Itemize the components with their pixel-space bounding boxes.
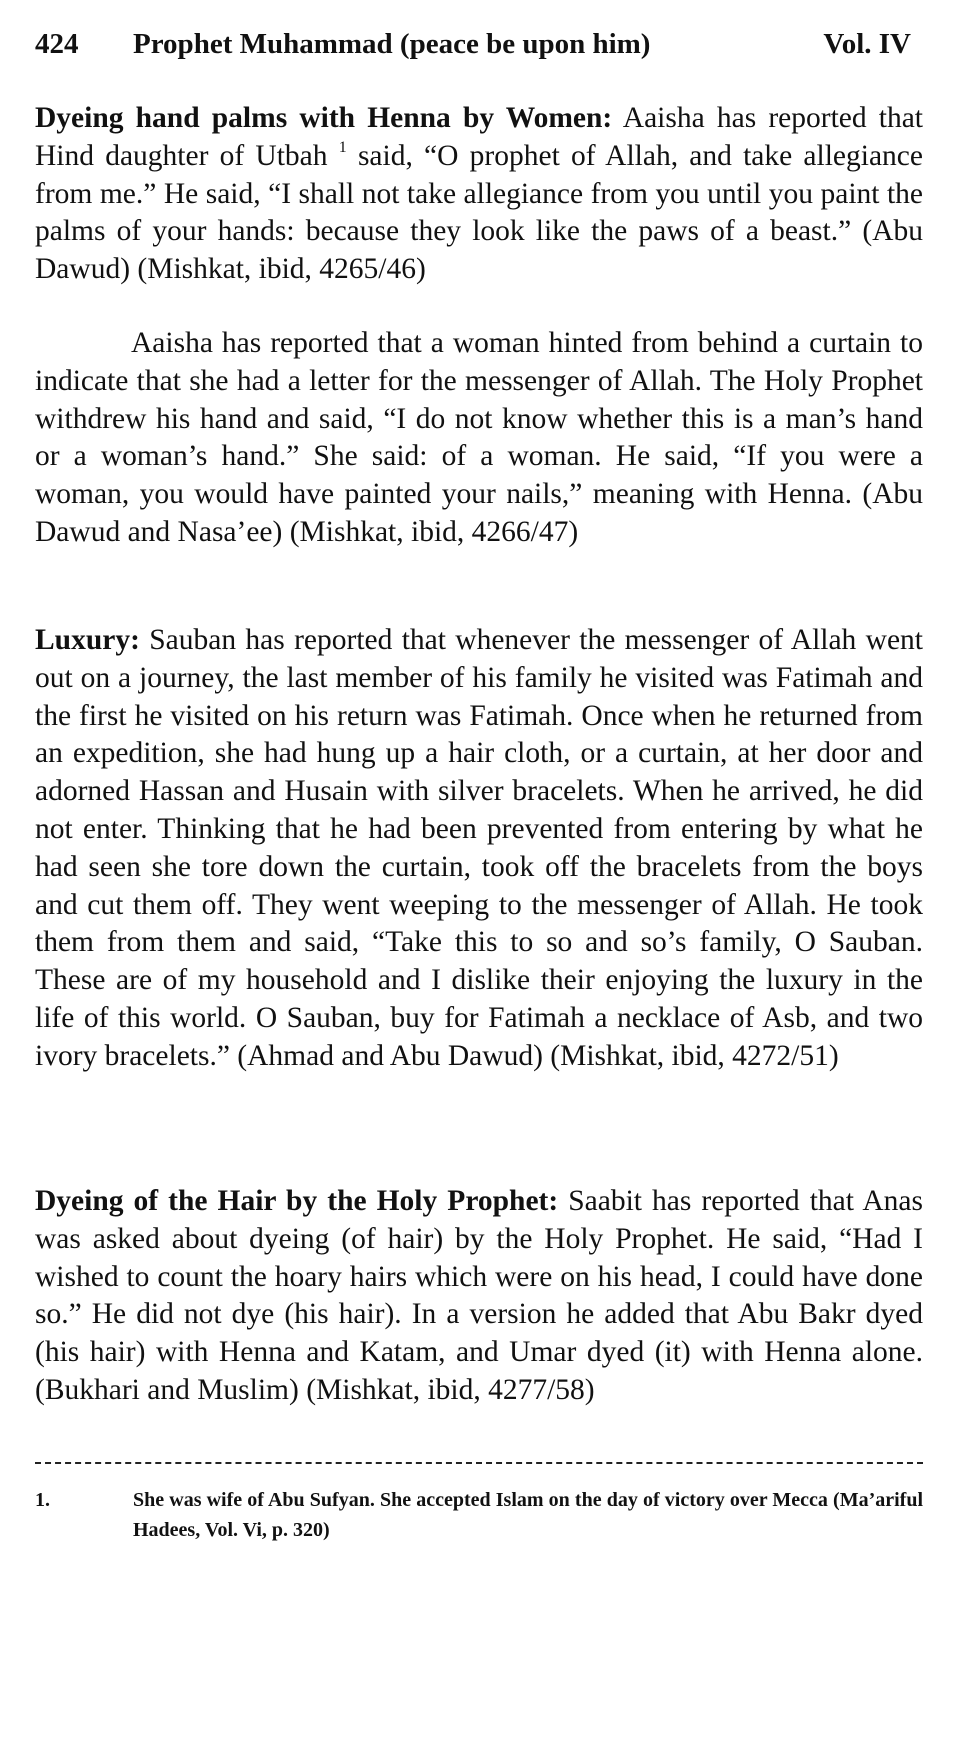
footnote-separator — [35, 1462, 923, 1476]
paragraph-hair-dyeing — [35, 1183, 923, 1410]
paragraph-text: said, “O prophet of Allah, and take allegiance from me.” He said, “I shall not take allegiance from you until you paint the palms of your hands: because they look like the paws of a beast.” (Abu Dawud) (Mishkat, ibid, 4265/46) — [35, 139, 923, 286]
paragraph-text: Aaisha has reported that Hind daughter of Utbah — [35, 102, 923, 172]
footnote-number: 1. — [35, 1489, 50, 1511]
paragraph-text: Sauban has reported that whenever the messenger of Allah went out on a journey, the last member of his family he visited was Fatimah and the first he visited on his return was Fatimah. Once when he returned from an expedition, she had hung up a hair cloth, or a curtain, at her door and adorned Hassan and Husain with silver bracelets. When he arrived, he did not enter. Thinking that he had been prevented from entering by what he had seen she tore down the curtain, took off the bracelets from the boys and cut them off. They went weeping to the messenger of Allah. He took them from them and said, “Take this to so and so’s family, O Sauban. These are of my household and I dislike their enjoying the luxury in the life of this world. O Sauban, buy for Fatimah a necklace of Asb, and two ivory bracelets.” (Ahmad and Abu Dawud) (Mishkat, ibid, 4272/51) — [35, 624, 923, 1072]
section-heading: Dyeing hand palms with Henna by Women: — [35, 102, 613, 134]
book-title: Prophet Muhammad (peace be upon him) — [133, 28, 651, 60]
paragraph-text: Saabit has reported that Anas was asked about dyeing (of hair) by the Holy Prophet. He said, “Had I wished to count the hoary hairs which were on his head, I could have done so.” He did not dye (his hair). In a version he added that Abu Bakr dyed (his hair) with Henna and Katam, and Umar dyed (it) with Henna alone. (Bukhari and Muslim) (Mishkat, ibid, 4277/58) — [35, 1185, 923, 1406]
volume-label: Vol. IV — [823, 28, 911, 60]
page-number: 424 — [35, 28, 79, 60]
footnote-reference: 1 — [338, 138, 347, 156]
paragraph-letter-curtain: Aaisha has reported that a woman hinted from behind a curtain to indicate that she had a letter for the messenger of Allah. The Holy Prophet withdrew his hand and said, “I do not know whether this is a man’s hand or a woman’s hand.” She said: of a woman. He said, “If you were a woman, you would have painted your nails,” meaning with Henna. (Abu Dawud and Nasa’ee) (Mishkat, ibid, 4266/47) — [35, 327, 923, 548]
footnote-text: She was wife of Abu Sufyan. She accepted Islam on the day of victory over Mecca (Ma’ariful Hadees, Vol. Vi, p. 320) — [133, 1489, 923, 1541]
paragraph-henna-women — [35, 100, 923, 289]
section-heading: Dyeing of the Hair by the Holy Prophet: — [35, 1185, 559, 1217]
running-header — [35, 28, 923, 68]
paragraph-luxury — [35, 622, 923, 1076]
section-heading: Luxury: — [35, 624, 140, 656]
